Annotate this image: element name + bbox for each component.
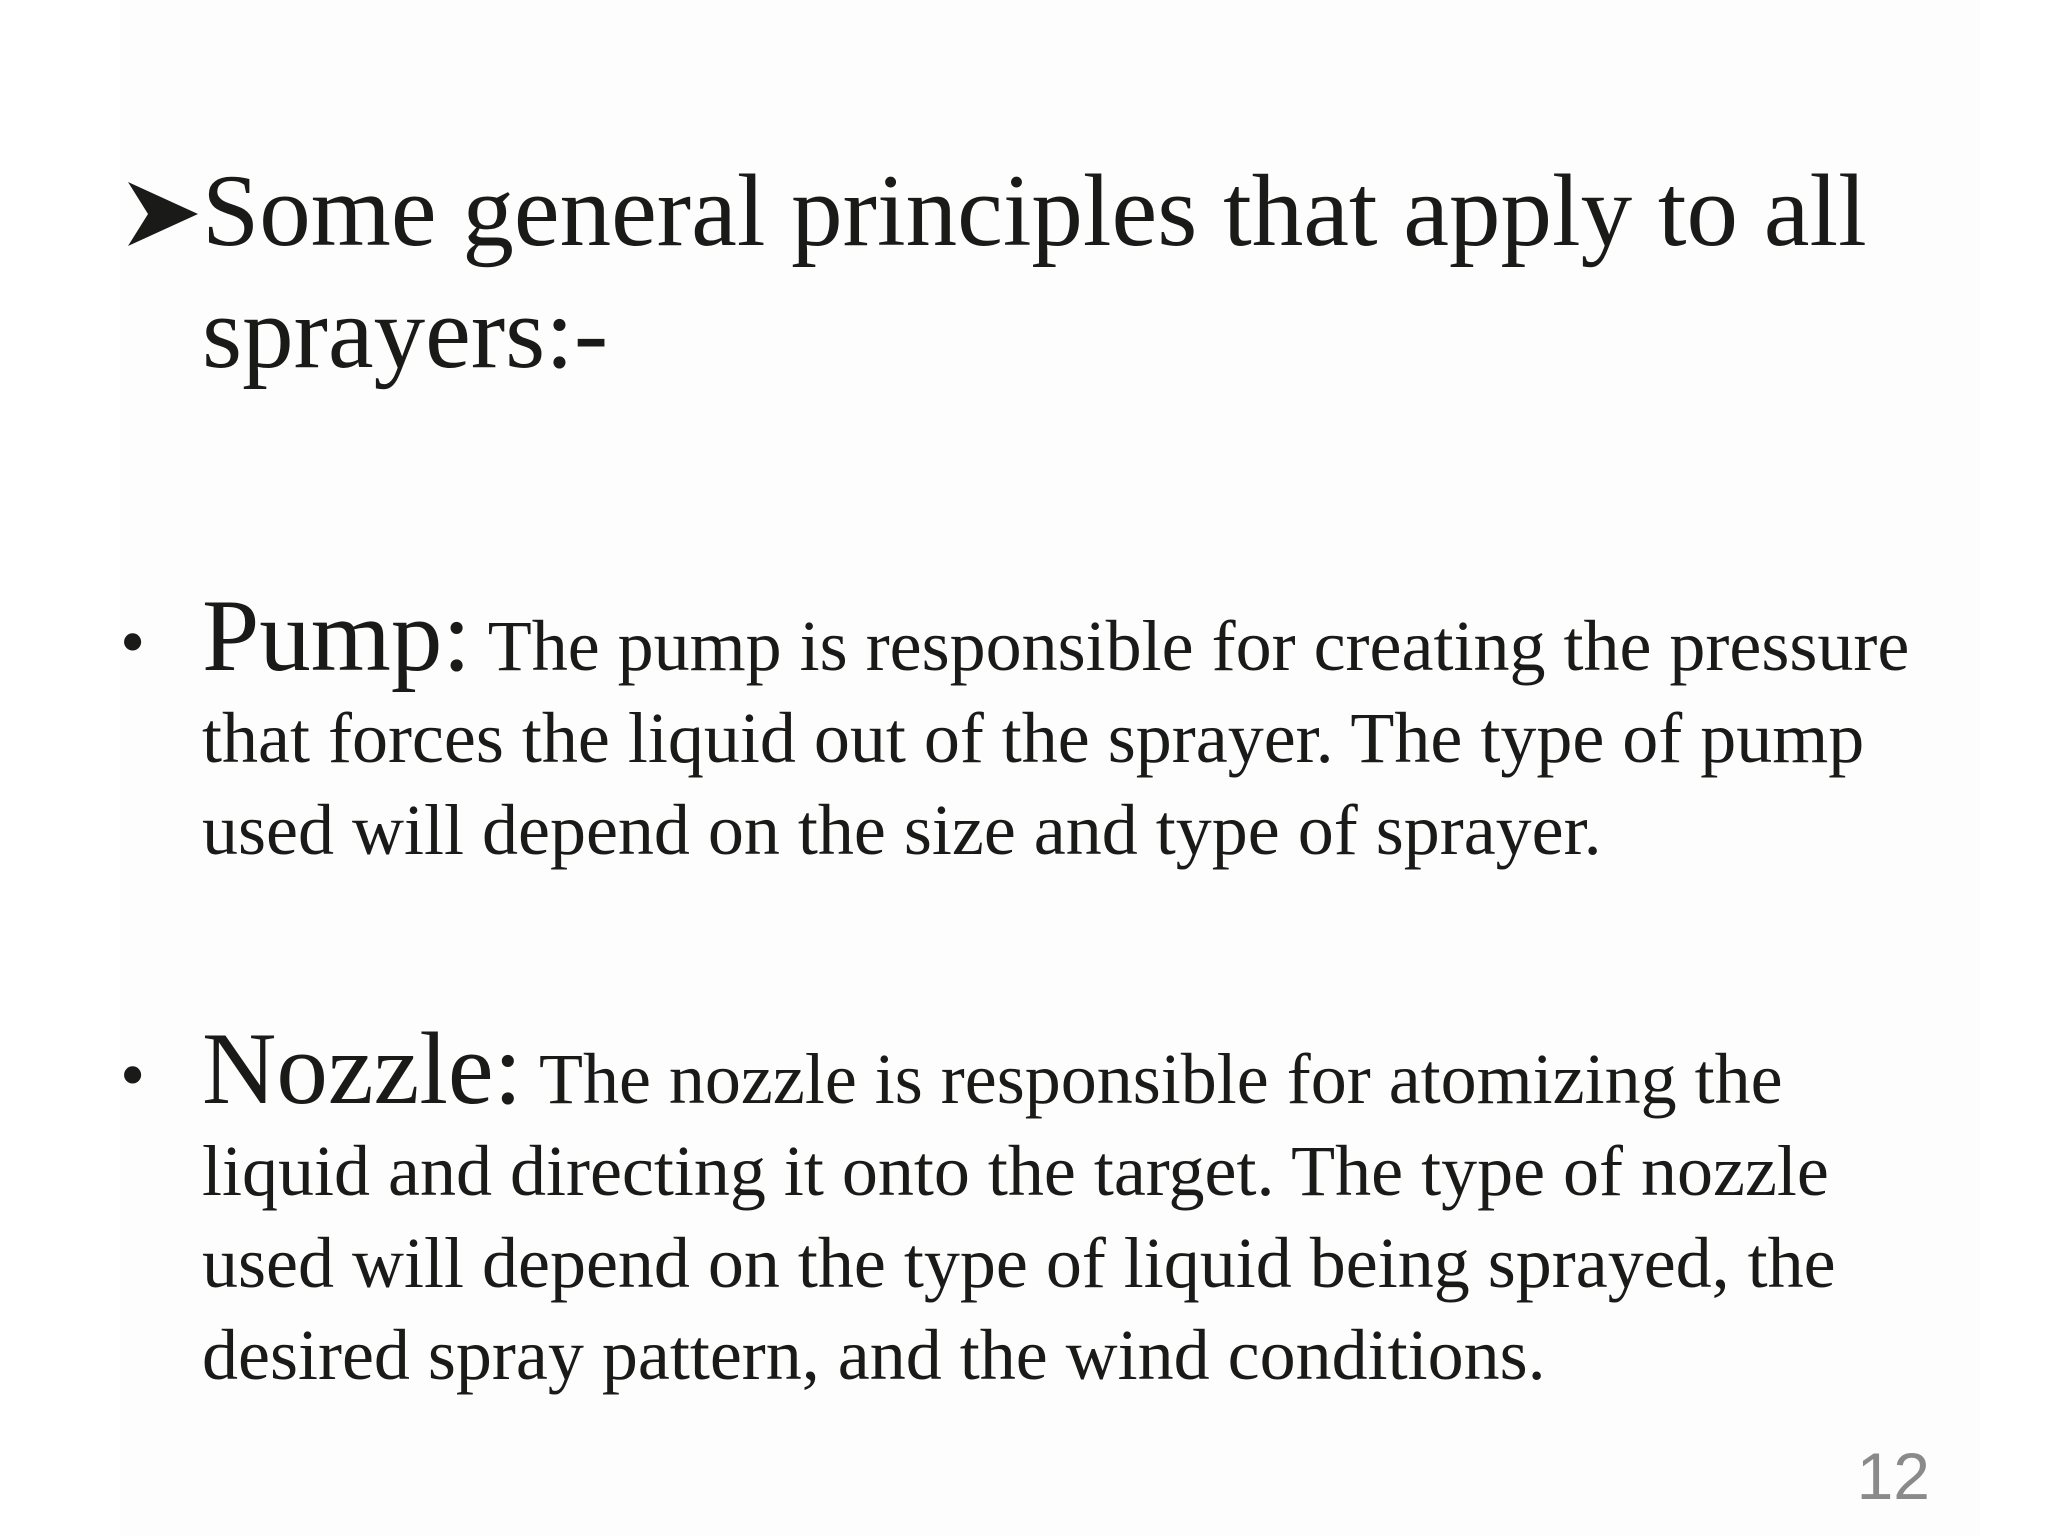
list-item-body	[202, 579, 1942, 876]
term-nozzle: Nozzle:	[202, 1012, 523, 1126]
slide-heading	[124, 150, 1924, 394]
description-pump: The pump is responsible for creating the pressure that forces the liquid out of the sprayer. The type of pump used will depend on the size and type of sprayer.	[202, 606, 1910, 870]
heading-line-2: sprayers:-	[202, 276, 609, 390]
heading-line-1: Some general principles that apply to all	[202, 154, 1867, 268]
page-number: 12	[1856, 1439, 1930, 1513]
bullet-icon: •	[120, 1035, 146, 1115]
term-pump: Pump:	[202, 579, 472, 693]
description-nozzle: The nozzle is responsible for atomizing the liquid and directing it onto the target. The type of nozzle used will depend on the type of liquid being sprayed, the desired spray pattern, and the wind conditions.	[202, 1039, 1836, 1395]
list-item-body	[202, 1012, 1942, 1401]
bullet-icon: •	[120, 602, 146, 682]
arrowhead-bullet-icon	[124, 178, 202, 250]
